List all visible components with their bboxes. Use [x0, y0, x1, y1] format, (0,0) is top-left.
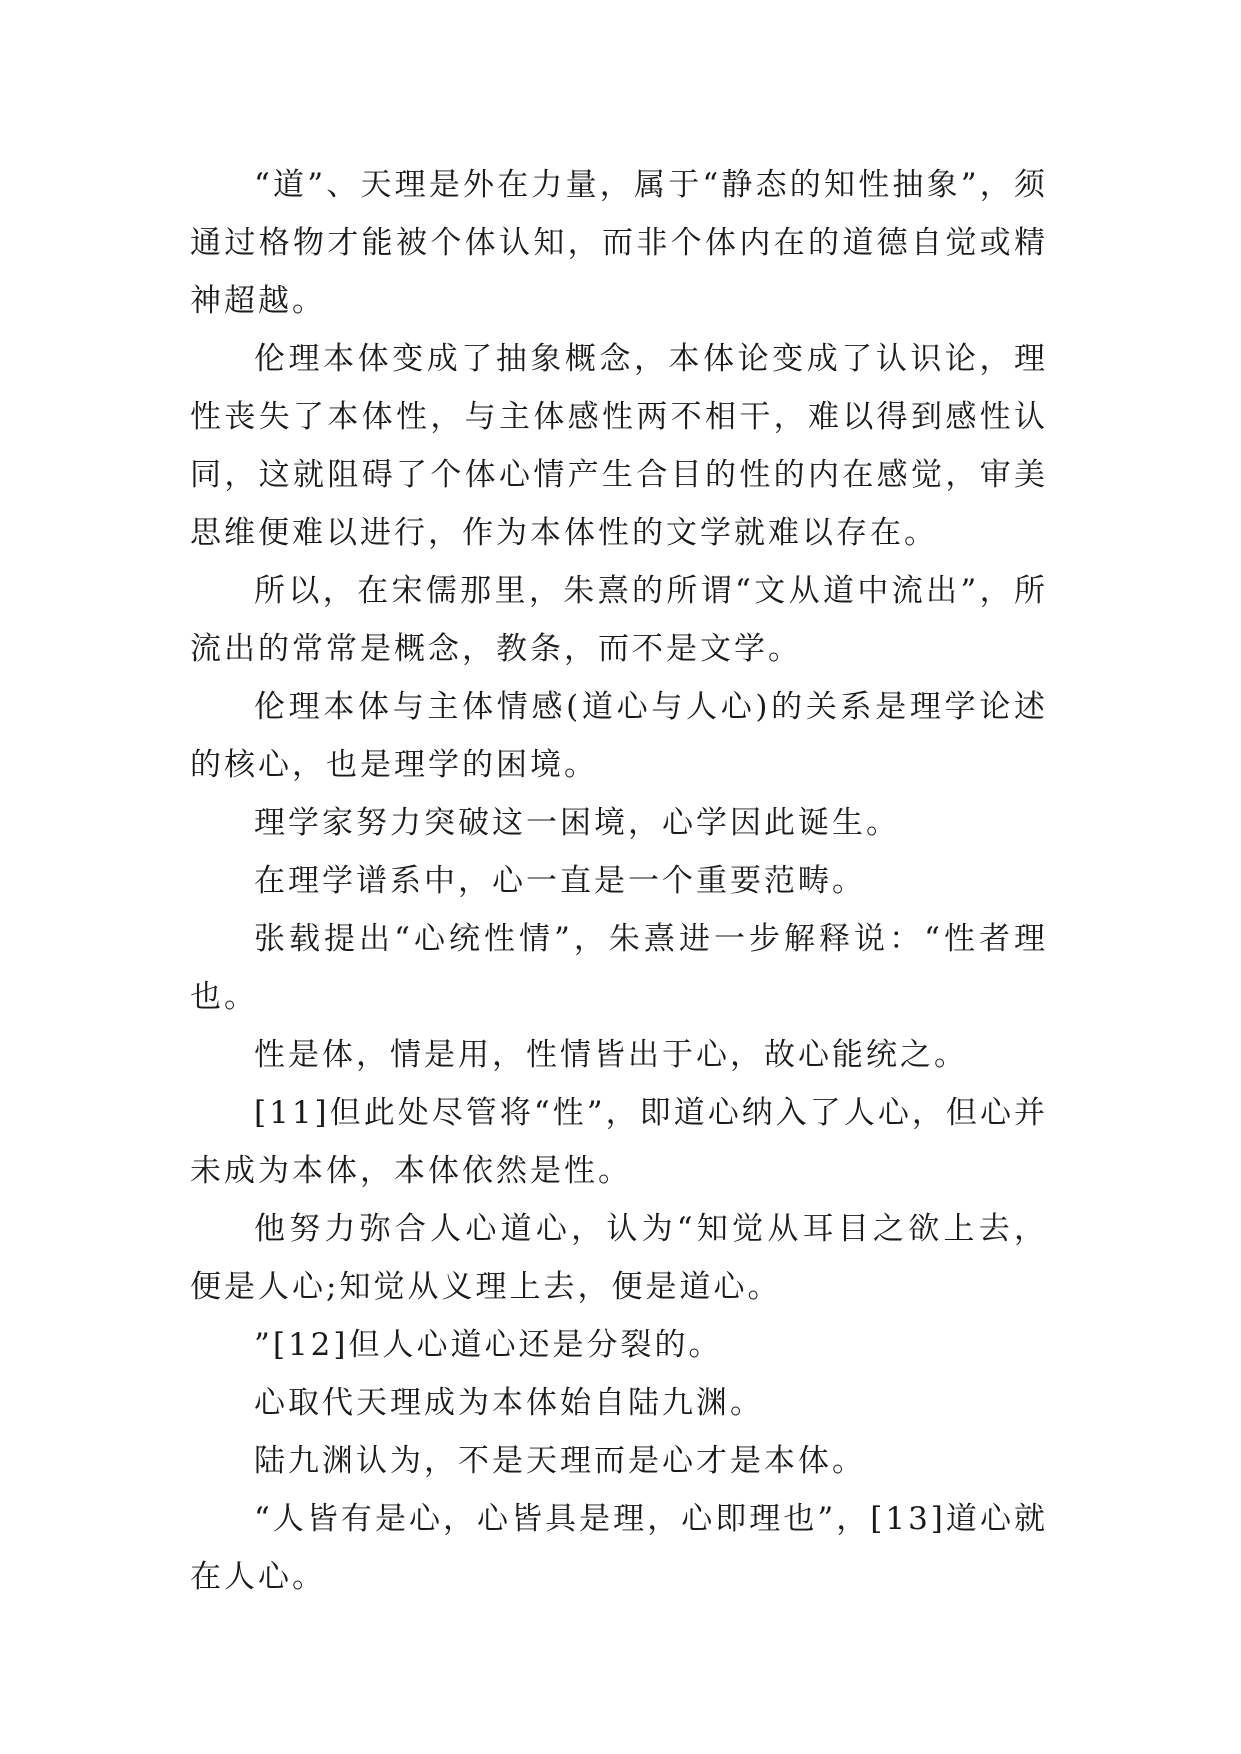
- paragraph-10: 他努力弥合人心道心，认为“知觉从耳目之欲上去，便是人心;知觉从义理上去，便是道心。: [190, 1211, 1048, 1305]
- paragraph-6: 在理学谱系中，心一直是一个重要范畴。: [254, 863, 866, 899]
- paragraph-13: 陆九渊认为，不是天理而是心才是本体。: [254, 1443, 866, 1479]
- paragraph-4: 伦理本体与主体情感(道心与人心)的关系是理学论述的核心，也是理学的困境。: [190, 689, 1048, 783]
- paragraph-1: “道”、天理是外在力量，属于“静态的知性抽象”，须通过格物才能被个体认知，而非个体内在的道德自觉或精神超越。: [190, 167, 1048, 319]
- body-text: [190, 156, 1048, 1606]
- paragraph-2: 伦理本体变成了抽象概念，本体论变成了认识论，理性丧失了本体性，与主体感性两不相干，难以得到感性认同，这就阻碍了个体心情产生合目的性的内在感觉，审美思维便难以进行，作为本体性的文学就难以存在。: [190, 341, 1048, 551]
- paragraph-7: 张载提出“心统性情”，朱熹进一步解释说：“性者理也。: [190, 921, 1048, 1015]
- paragraph-12: 心取代天理成为本体始自陆九渊。: [254, 1385, 764, 1421]
- paragraph-5: 理学家努力突破这一困境，心学因此诞生。: [254, 805, 900, 841]
- paragraph-9: [11]但此处尽管将“性”，即道心纳入了人心，但心并未成为本体，本体依然是性。: [190, 1095, 1048, 1189]
- paragraph-14: “人皆有是心，心皆具是理，心即理也”，[13]道心就在人心。: [190, 1501, 1048, 1595]
- paragraph-11: ”[12]但人心道心还是分裂的。: [254, 1327, 723, 1363]
- paragraph-8: 性是体，情是用，性情皆出于心，故心能统之。: [254, 1037, 968, 1073]
- paragraph-3: 所以，在宋儒那里，朱熹的所谓“文从道中流出”，所流出的常常是概念，教条，而不是文学。: [190, 573, 1048, 667]
